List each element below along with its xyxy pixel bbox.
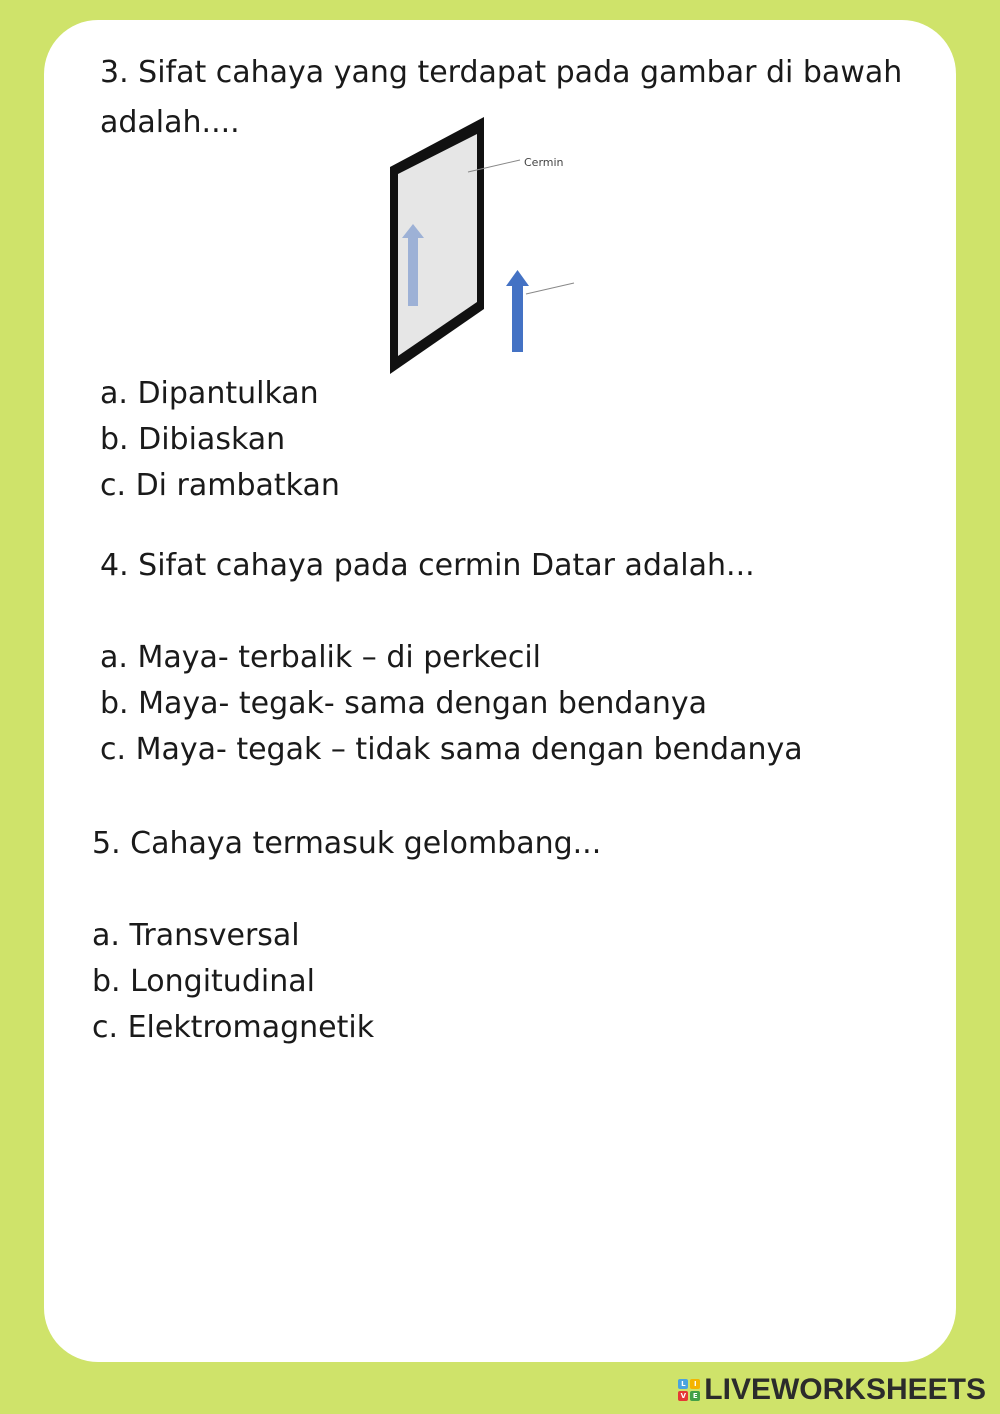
question-3-text-line-1: 3. Sifat cahaya yang terdapat pada gambar di bawah bbox=[100, 55, 903, 90]
liveworksheets-brand bbox=[678, 1370, 986, 1410]
question-4-text: 4. Sifat cahaya pada cermin Datar adalah... bbox=[100, 548, 755, 583]
liveworksheets-logo-icon bbox=[678, 1379, 700, 1401]
object-leader bbox=[526, 283, 574, 294]
question-5-option-a[interactable]: a. Transversal bbox=[92, 918, 300, 953]
question-4-option-a[interactable]: a. Maya- terbalik – di perkecil bbox=[100, 640, 541, 675]
question-3-option-b[interactable]: b. Dibiaskan bbox=[100, 422, 286, 457]
question-4-option-b[interactable]: b. Maya- tegak- sama dengan bendanya bbox=[100, 686, 708, 721]
logo-letter-i: I bbox=[690, 1379, 700, 1389]
question-5-option-c[interactable]: c. Elektromagnetik bbox=[92, 1010, 375, 1045]
question-3-option-c[interactable]: c. Di rambatkan bbox=[100, 468, 340, 503]
logo-letter-e: E bbox=[690, 1391, 700, 1401]
mirror-label: Cermin bbox=[524, 156, 564, 169]
logo-letter-l: L bbox=[678, 1379, 688, 1389]
object-arrow bbox=[506, 270, 529, 352]
logo-letter-v: V bbox=[678, 1391, 688, 1401]
question-3-text-line-2: adalah.... bbox=[100, 105, 240, 140]
brand-name: LIVEWORKSHEETS bbox=[704, 1373, 986, 1406]
question-5-text: 5. Cahaya termasuk gelombang... bbox=[92, 826, 602, 861]
question-4-option-c[interactable]: c. Maya- tegak – tidak sama dengan bendanya bbox=[100, 732, 803, 767]
mirror-figure bbox=[380, 112, 590, 380]
question-5-option-b[interactable]: b. Longitudinal bbox=[92, 964, 315, 999]
question-3-option-a[interactable]: a. Dipantulkan bbox=[100, 376, 319, 411]
